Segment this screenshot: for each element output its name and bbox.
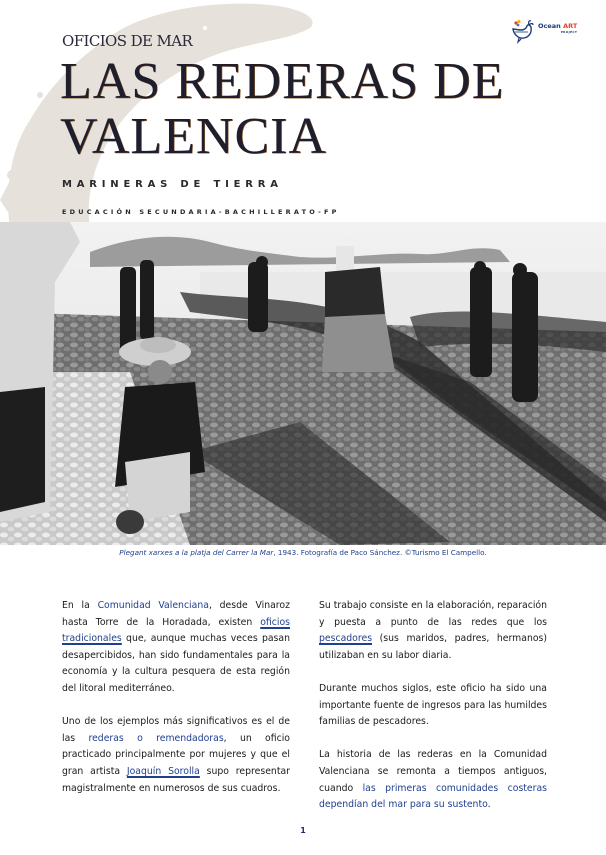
text: Su trabajo consiste en la elaboración, reparación y puesta a punto de las redes que los	[319, 600, 547, 628]
paragraph	[319, 681, 547, 731]
page-title-line2: VALENCIA	[60, 108, 328, 165]
photo-caption-title: Plegant xarxes a la platja del Carrer la Mar	[119, 548, 274, 557]
paragraph	[62, 598, 290, 698]
text: Durante muchos siglos, este oficio ha sido una importante fuente de ingresos para las humildes familias de pescadores.	[319, 682, 547, 728]
photo-image	[0, 222, 606, 545]
body-column-right	[319, 598, 547, 830]
page-number: 1	[300, 826, 306, 835]
whale-icon	[510, 18, 536, 44]
link-pescadores[interactable]: pescadores	[319, 633, 373, 645]
logo-name	[538, 23, 577, 30]
body-column-left	[62, 598, 290, 814]
text: .	[487, 799, 491, 811]
page-subtitle: MARINERAS DE TIERRA	[62, 179, 283, 190]
link-joaquin-sorolla[interactable]: Joaquín Sorolla	[126, 765, 200, 777]
photo-caption	[0, 548, 606, 557]
logo-subtitle: PROJECT	[560, 29, 578, 34]
logo-name-art: ART	[563, 22, 578, 30]
highlight-rederas: rederas o remendadoras	[88, 732, 224, 744]
section-kicker: OFICIOS DE MAR	[62, 32, 193, 50]
paragraph	[62, 714, 290, 797]
text: En la	[62, 600, 98, 611]
text: , un oficio practicado principalmente por mujeres y que el gran artista	[62, 732, 290, 777]
ocean-art-project-logo	[510, 18, 580, 44]
highlight-primeras-comunidades: las primeras comunidades costeras dependían del mar para su sustento	[319, 782, 548, 811]
paragraph	[319, 598, 547, 664]
highlight-comunidad-valenciana: Comunidad Valenciana	[97, 600, 209, 611]
text: que, aunque muchas veces pasan desapercibidos, han sido fundamentales para la economía y la cultura pesquera de esta región del litoral mediterráneo.	[62, 633, 290, 694]
historical-photo	[0, 222, 606, 545]
text: supo representar magistralmente en numerosos de sus cuadros.	[62, 765, 290, 794]
link-oficios-tradicionales[interactable]: oficios tradicionales	[62, 616, 290, 645]
paragraph	[319, 747, 547, 813]
education-levels: EDUCACIÓN SECUNDARIA-BACHILLERATO-FP	[62, 208, 340, 216]
logo-name-ocean: Ocean	[538, 22, 564, 30]
photo-caption-credit: , 1943. Fotografía de Paco Sánchez. ©Turismo El Campello.	[273, 548, 487, 557]
text: , desde Vinaroz hasta Torre de la Horadada, existen	[62, 600, 290, 628]
text: La historia de las rederas en la Comunidad Valenciana se remonta a tiempos antiguos, cuando	[319, 749, 547, 794]
page-title-line1: LAS REDERAS DE	[60, 53, 505, 110]
page-title	[60, 54, 504, 164]
text: (sus maridos, padres, hermanos) utilizaban en su labor diaria.	[319, 633, 547, 661]
text: Uno de los ejemplos más significativos es el de las	[62, 716, 290, 744]
